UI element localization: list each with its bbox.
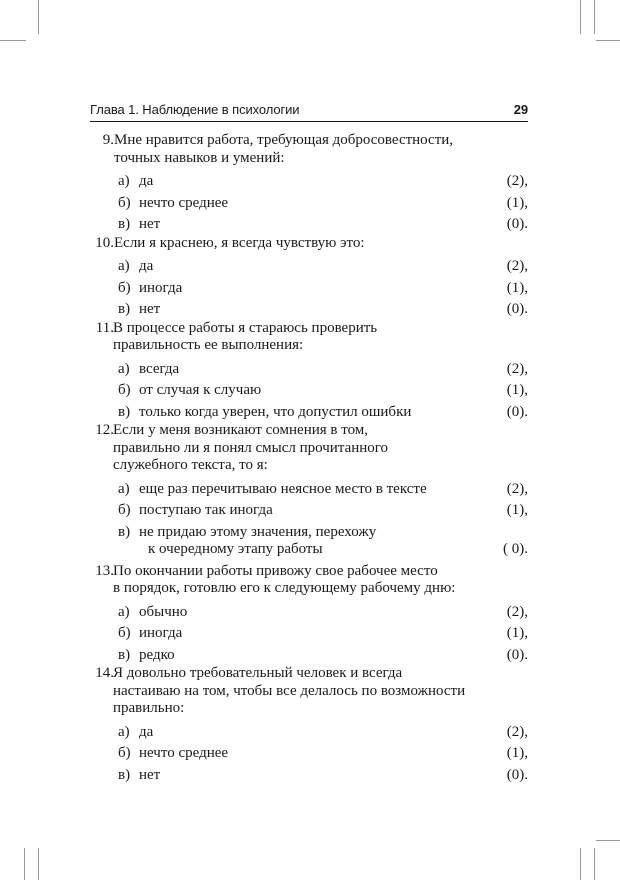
option-score: (0). [506, 403, 528, 420]
answer-option [90, 721, 528, 743]
running-header [90, 102, 528, 120]
option-text: всегда [139, 360, 180, 377]
option-score: (2), [506, 360, 528, 377]
option-text [139, 521, 459, 559]
question-line: правильность ее выполнения: [113, 337, 304, 353]
question-line: точных навыков и умений: [114, 149, 285, 166]
answer-option [90, 277, 528, 299]
header-rule [90, 121, 528, 122]
question-text [114, 132, 528, 167]
question-text [113, 320, 528, 355]
option-text: от случая к случаю [139, 382, 262, 398]
option-text: поступаю так иногда [139, 502, 273, 518]
option-score: (0). [506, 216, 528, 232]
answer-option [90, 601, 528, 623]
option-score: (1), [506, 745, 528, 761]
question-10 [90, 235, 528, 253]
answer-option [90, 170, 528, 192]
answer-option [90, 298, 528, 320]
option-text: иногда [139, 279, 183, 296]
answer-option [90, 255, 528, 277]
question-number: 10. [95, 234, 114, 251]
question-number: 14. [95, 665, 114, 681]
answer-option [90, 213, 528, 235]
answer-option [90, 192, 528, 214]
answer-option [90, 742, 528, 764]
option-letter: б) [118, 279, 131, 296]
option-text: только когда уверен, что допустил ошибки [139, 403, 412, 420]
option-text: да [139, 258, 154, 274]
question-text [113, 563, 528, 598]
option-line: к очередному этапу работы [148, 541, 323, 557]
option-score: (1), [506, 279, 528, 296]
answer-option [90, 401, 528, 423]
crop-mark [594, 848, 595, 880]
option-letter: б) [118, 502, 131, 518]
question-12 [90, 422, 528, 475]
option-letter: а) [118, 173, 130, 189]
answer-option [90, 764, 528, 786]
question-line: служебного текста, то я: [113, 457, 268, 473]
option-text: нечто среднее [139, 745, 229, 761]
option-score: (0). [506, 301, 528, 317]
question-line: Я довольно требовательный человек и всегда [113, 665, 403, 681]
question-14 [90, 665, 528, 718]
option-letter: в) [118, 216, 131, 232]
option-letter: в) [118, 301, 131, 317]
answer-option [90, 644, 528, 666]
answer-option [90, 478, 528, 500]
option-letter: б) [118, 194, 131, 211]
page-number: 29 [513, 102, 528, 117]
question-11 [90, 320, 528, 355]
option-text: нет [139, 301, 161, 317]
question-line: Если у меня возникают сомнения в том, [113, 422, 369, 438]
crop-mark [596, 40, 620, 41]
option-text: нет [139, 216, 161, 232]
option-text: нечто среднее [139, 194, 229, 211]
option-score: (1), [506, 625, 528, 641]
option-text: нет [139, 766, 161, 783]
question-line: По окончании работы привожу свое рабочее место [113, 562, 438, 579]
crop-mark [580, 0, 581, 34]
option-line: не придаю этому значения, перехожу [139, 523, 377, 540]
question-number: 9. [102, 132, 114, 148]
option-score: (2), [506, 173, 528, 189]
option-text: да [139, 173, 154, 189]
option-text: редко [139, 646, 175, 663]
option-text: да [139, 723, 154, 740]
option-score: (0). [506, 766, 528, 783]
answer-option [90, 379, 528, 401]
option-score: (1), [506, 502, 528, 518]
crop-mark [580, 848, 581, 880]
option-letter: б) [118, 625, 131, 641]
question-9 [90, 132, 528, 167]
answer-option [90, 521, 528, 563]
option-score: (2), [506, 723, 528, 740]
option-score: ( 0). [503, 541, 528, 557]
option-score: (2), [506, 480, 528, 497]
crop-mark [0, 40, 26, 41]
option-score: (1), [506, 194, 528, 211]
question-line: правильно ли я понял смысл прочитанного [113, 439, 389, 456]
option-score: (0). [506, 646, 528, 663]
option-text: иногда [139, 625, 183, 641]
answer-option [90, 358, 528, 380]
question-text [113, 422, 528, 475]
option-score: (2), [506, 603, 528, 620]
option-text: еще раз перечитываю неясное место в тексте [139, 480, 427, 497]
option-letter: в) [118, 646, 131, 663]
question-number: 13. [95, 562, 114, 579]
option-score: (2), [506, 258, 528, 274]
option-letter: а) [118, 723, 130, 740]
chapter-title: Глава 1. Наблюдение в психологии [90, 102, 300, 117]
option-letter: б) [118, 382, 131, 398]
answer-option [90, 622, 528, 644]
option-letter: а) [118, 480, 130, 497]
crop-mark [38, 0, 39, 34]
question-text [113, 665, 528, 718]
question-text [114, 235, 528, 253]
option-letter: б) [118, 745, 131, 761]
question-number: 11. [95, 319, 114, 336]
option-letter: а) [118, 360, 130, 377]
option-letter: а) [118, 258, 130, 274]
answer-option [90, 499, 528, 521]
crop-mark [38, 848, 39, 880]
option-letter: в) [118, 403, 131, 420]
crop-mark [594, 0, 595, 34]
question-line: Если я краснею, я всегда чувствую это: [114, 234, 365, 251]
crop-mark [24, 848, 25, 880]
question-line: В процессе работы я стараюсь проверить [113, 319, 378, 336]
questionnaire [90, 132, 528, 785]
option-letter: в) [118, 766, 131, 783]
option-letter: в) [118, 523, 131, 540]
question-number: 12. [95, 422, 114, 438]
question-13 [90, 563, 528, 598]
question-line: Мне нравится работа, требующая добросовестности, [114, 132, 454, 148]
option-text: обычно [139, 603, 188, 620]
option-score: (1), [506, 382, 528, 398]
option-letter: а) [118, 603, 130, 620]
question-line: настаиваю на том, чтобы все делалось по возможности [113, 682, 466, 699]
question-line: правильно: [113, 700, 185, 716]
question-line: в порядок, готовлю его к следующему рабочему дню: [113, 580, 456, 596]
crop-mark [596, 840, 620, 841]
